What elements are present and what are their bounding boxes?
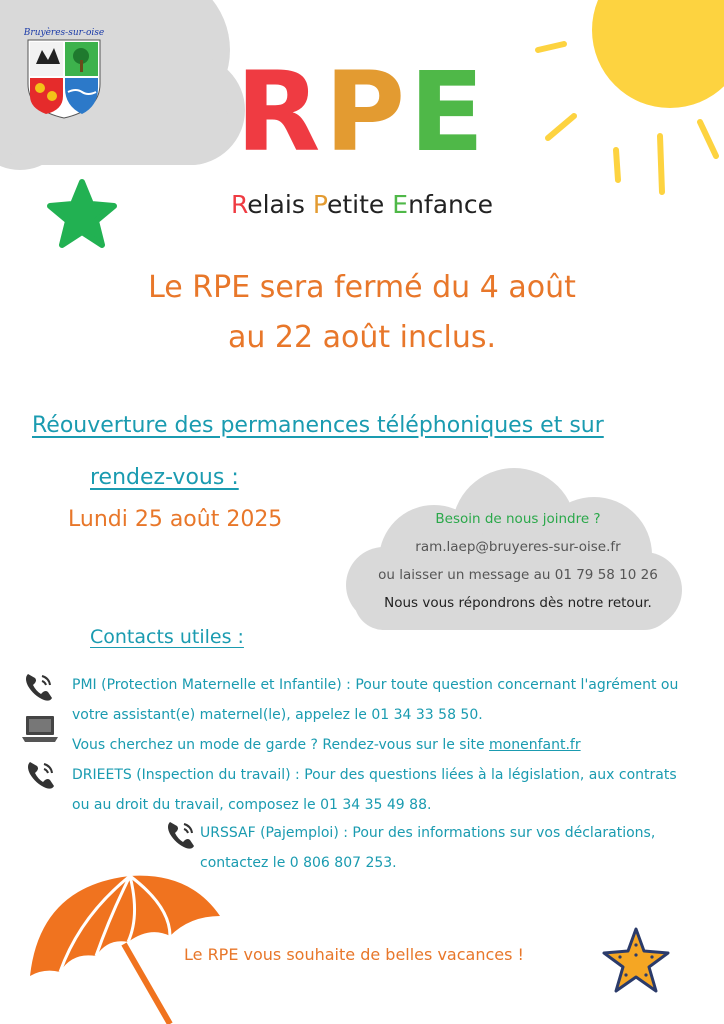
starfish-icon bbox=[600, 925, 672, 997]
urssaf-line-2: contactez le 0 806 807 253. bbox=[200, 855, 397, 871]
phone-icon bbox=[22, 670, 56, 704]
reopen-line-2: rendez-vous : bbox=[90, 465, 239, 490]
subtitle-initial-r: R bbox=[230, 190, 248, 219]
pmi-line-1: PMI (Protection Maternelle et Infantile) : Pour toute question concernant l'agrément ou bbox=[72, 677, 679, 693]
urssaf-line-1: URSSAF (Pajemploi) : Pour des informations sur vos déclarations, bbox=[200, 825, 656, 841]
farewell-message: Le RPE vous souhaite de belles vacances ! bbox=[184, 945, 524, 964]
garde-text: Vous cherchez un mode de garde ? Rendez-vous sur le site bbox=[72, 737, 490, 753]
subtitle-word-2: etite bbox=[327, 190, 385, 219]
title-letter-e: E bbox=[409, 48, 489, 176]
title-letter-r: R bbox=[235, 48, 325, 176]
subtitle-word-3: nfance bbox=[408, 190, 493, 219]
phone-icon bbox=[24, 758, 58, 792]
drieets-line-2: ou au droit du travail, composez le 01 34 35 49 88. bbox=[72, 797, 432, 813]
drieets-line-1: DRIEETS (Inspection du travail) : Pour des questions liées à la législation, aux contrats bbox=[72, 767, 677, 783]
contact-cloud bbox=[360, 505, 676, 617]
reopen-date: Lundi 25 août 2025 bbox=[68, 507, 283, 532]
closure-notice bbox=[0, 263, 724, 363]
contact-message: ou laisser un message au 01 79 58 10 26 bbox=[378, 567, 658, 583]
closure-line-1: Le RPE sera fermé du 4 août bbox=[148, 270, 576, 305]
subtitle-initial-e: E bbox=[392, 190, 409, 219]
crest-label: Bruyères-sur-oise bbox=[24, 28, 104, 38]
contact-list bbox=[72, 670, 722, 760]
subtitle bbox=[0, 190, 724, 219]
contacts-heading: Contacts utiles : bbox=[90, 626, 244, 648]
subtitle-word-1: elais bbox=[247, 190, 305, 219]
umbrella-icon bbox=[20, 856, 240, 1024]
garde-line bbox=[72, 730, 722, 760]
contact-question: Besoin de nous joindre ? bbox=[435, 511, 601, 527]
reopen-line-1: Réouverture des permanences téléphoniques et sur bbox=[32, 413, 604, 438]
urssaf-contact bbox=[200, 818, 700, 878]
subtitle-initial-p: P bbox=[312, 190, 327, 219]
contact-email[interactable]: ram.laep@bruyeres-sur-oise.fr bbox=[415, 539, 621, 555]
contact-return: Nous vous répondrons dès notre retour. bbox=[384, 595, 652, 611]
closure-line-2: au 22 août inclus. bbox=[227, 320, 497, 355]
laptop-icon bbox=[20, 712, 60, 746]
pmi-line-2: votre assistant(e) maternel(le), appelez le 01 34 33 58 50. bbox=[72, 707, 483, 723]
phone-icon bbox=[164, 818, 198, 852]
title-letter-p: P bbox=[324, 48, 410, 176]
page-title bbox=[0, 48, 724, 176]
drieets-contact bbox=[72, 760, 722, 820]
monenfant-link[interactable]: monenfant.fr bbox=[489, 737, 581, 753]
